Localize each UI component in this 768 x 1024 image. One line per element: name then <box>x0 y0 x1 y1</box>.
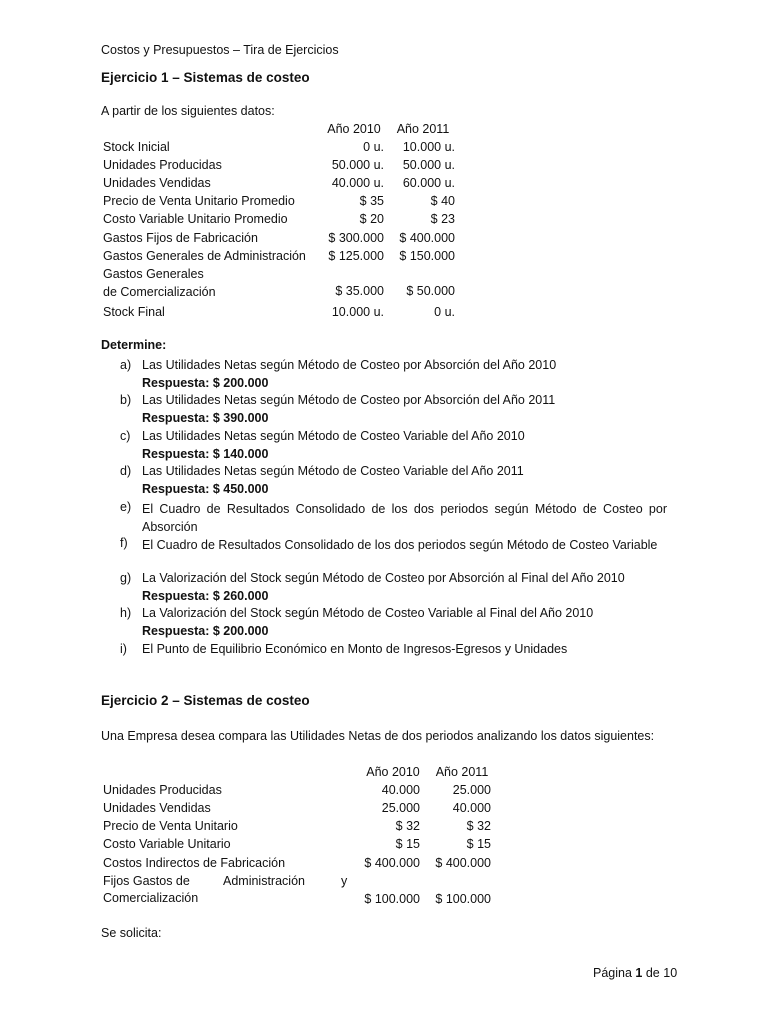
table-row-label: Unidades Vendidas <box>103 801 211 815</box>
exercise-2-title: Ejercicio 2 – Sistemas de costeo <box>101 693 310 708</box>
list-item-letter: f) <box>120 536 128 550</box>
answer-text: Respuesta: $ 450.000 <box>142 482 269 496</box>
table-cell-2010: 40.000 u. <box>331 176 384 190</box>
table-row-label: Gastos Generales de Administración <box>103 249 306 263</box>
table-row-label: Precio de Venta Unitario Promedio <box>103 194 295 208</box>
table-row-label: Unidades Producidas <box>103 158 222 172</box>
col-header-2011: Año 2011 <box>435 765 489 779</box>
list-item-letter: a) <box>120 358 132 372</box>
page-number: 1 <box>635 966 643 980</box>
list-item-text: Las Utilidades Netas según Método de Costeo por Absorción del Año 2010 <box>142 358 557 372</box>
table-cell-2010: $ 125.000 <box>328 249 384 263</box>
table-cell-2010: 10.000 u. <box>331 305 384 319</box>
table-cell-2010: $ 35 <box>359 194 384 208</box>
table-cell-2011: 60.000 u. <box>402 176 455 190</box>
exercise-2-intro: Una Empresa desea compara las Utilidades Netas de dos periodos analizando los datos siguientes: <box>101 729 655 743</box>
answer-text: Respuesta: $ 200.000 <box>142 376 269 390</box>
table-row-label: Precio de Venta Unitario <box>103 819 238 833</box>
list-item-text: El Cuadro de Resultados Consolidado de los dos periodos según Método de Costeo por Absorción <box>142 502 667 534</box>
table-row-label-cont: Comercialización <box>103 891 199 905</box>
table-cell-2010: $ 15 <box>395 837 420 851</box>
answer-text: Respuesta: $ 140.000 <box>142 447 269 461</box>
table-cell-2010: 50.000 u. <box>331 158 384 172</box>
page-footer <box>593 966 677 980</box>
table-row-label: Unidades Producidas <box>103 783 222 797</box>
table-cell-2010: $ 20 <box>359 212 384 226</box>
table-row-label-word: y <box>341 874 348 888</box>
table-row-label: Gastos Fijos de Fabricación <box>103 231 258 245</box>
table-cell-2011: $ 400.000 <box>435 856 491 870</box>
table-cell-2011: 40.000 <box>452 801 491 815</box>
table-row-label: Gastos Generales <box>103 267 204 281</box>
table-row-label: Costos Indirectos de Fabricación <box>103 856 286 870</box>
list-item-text: La Valorización del Stock según Método de Costeo por Absorción al Final del Año 2010 <box>142 571 625 585</box>
determine-heading: Determine: <box>101 338 167 352</box>
list-item-text: El Cuadro de Resultados Consolidado de los dos periodos según Método de Costeo Variable <box>142 538 658 552</box>
table-cell-2011: 10.000 u. <box>402 140 455 154</box>
list-item-text: Las Utilidades Netas según Método de Costeo por Absorción del Año 2011 <box>142 393 556 407</box>
table-cell-2011: $ 400.000 <box>399 231 455 245</box>
list-item-letter: d) <box>120 464 132 478</box>
table-row-label: Stock Final <box>103 305 165 319</box>
table-cell-2010: $ 32 <box>395 819 420 833</box>
table-cell-2011: $ 40 <box>430 194 455 208</box>
table-cell-2011: 50.000 u. <box>402 158 455 172</box>
list-item-text: Las Utilidades Netas según Método de Costeo Variable del Año 2011 <box>142 464 524 478</box>
table-row-label-word: Administración <box>223 874 305 888</box>
table-cell-2011: $ 50.000 <box>406 284 455 298</box>
exercise-1-intro: A partir de los siguientes datos: <box>101 104 275 118</box>
answer-text: Respuesta: $ 260.000 <box>142 589 269 603</box>
list-item-text: El Punto de Equilibrio Económico en Monto de Ingresos-Egresos y Unidades <box>142 642 568 656</box>
page-label: Página <box>593 966 632 980</box>
list-item-letter: e) <box>120 500 132 514</box>
table-cell-2011: 25.000 <box>452 783 491 797</box>
table-row-label: Stock Inicial <box>103 140 170 154</box>
table-cell-2011: $ 32 <box>466 819 491 833</box>
page-total: de 10 <box>645 966 678 980</box>
col-header-2011: Año 2011 <box>396 122 450 136</box>
list-item-text: La Valorización del Stock según Método de Costeo Variable al Final del Año 2010 <box>142 606 594 620</box>
table-cell-2010: 40.000 <box>381 783 420 797</box>
table-cell-2010: $ 100.000 <box>364 892 420 906</box>
table-row-label: Fijos Gastos de <box>103 874 190 888</box>
list-item-letter: i) <box>120 642 127 656</box>
running-header: Costos y Presupuestos – Tira de Ejercicios <box>101 43 339 57</box>
table-cell-2011: $ 100.000 <box>435 892 491 906</box>
table-cell-2010: $ 400.000 <box>364 856 420 870</box>
col-header-2010: Año 2010 <box>327 122 381 136</box>
table-row-label: Costo Variable Unitario Promedio <box>103 212 288 226</box>
table-cell-2010: 0 u. <box>363 140 384 154</box>
table-row-label: Unidades Vendidas <box>103 176 211 190</box>
table-cell-2011: $ 15 <box>466 837 491 851</box>
list-item-letter: g) <box>120 571 132 585</box>
list-item-text: Las Utilidades Netas según Método de Costeo Variable del Año 2010 <box>142 429 525 443</box>
table-cell-2010: $ 35.000 <box>335 284 384 298</box>
se-solicita-label: Se solicita: <box>101 926 162 940</box>
answer-text: Respuesta: $ 200.000 <box>142 624 269 638</box>
table-cell-2010: $ 300.000 <box>328 231 384 245</box>
col-header-2010: Año 2010 <box>366 765 420 779</box>
table-cell-2010: 25.000 <box>381 801 420 815</box>
list-item-letter: h) <box>120 606 132 620</box>
exercise-1-title: Ejercicio 1 – Sistemas de costeo <box>101 70 310 85</box>
answer-text: Respuesta: $ 390.000 <box>142 411 269 425</box>
table-cell-2011: 0 u. <box>434 305 455 319</box>
table-row-label-cont: de Comercialización <box>103 285 216 299</box>
table-cell-2011: $ 23 <box>430 212 455 226</box>
table-row-label: Costo Variable Unitario <box>103 837 231 851</box>
list-item-letter: b) <box>120 393 132 407</box>
list-item-letter: c) <box>120 429 131 443</box>
table-cell-2011: $ 150.000 <box>399 249 455 263</box>
